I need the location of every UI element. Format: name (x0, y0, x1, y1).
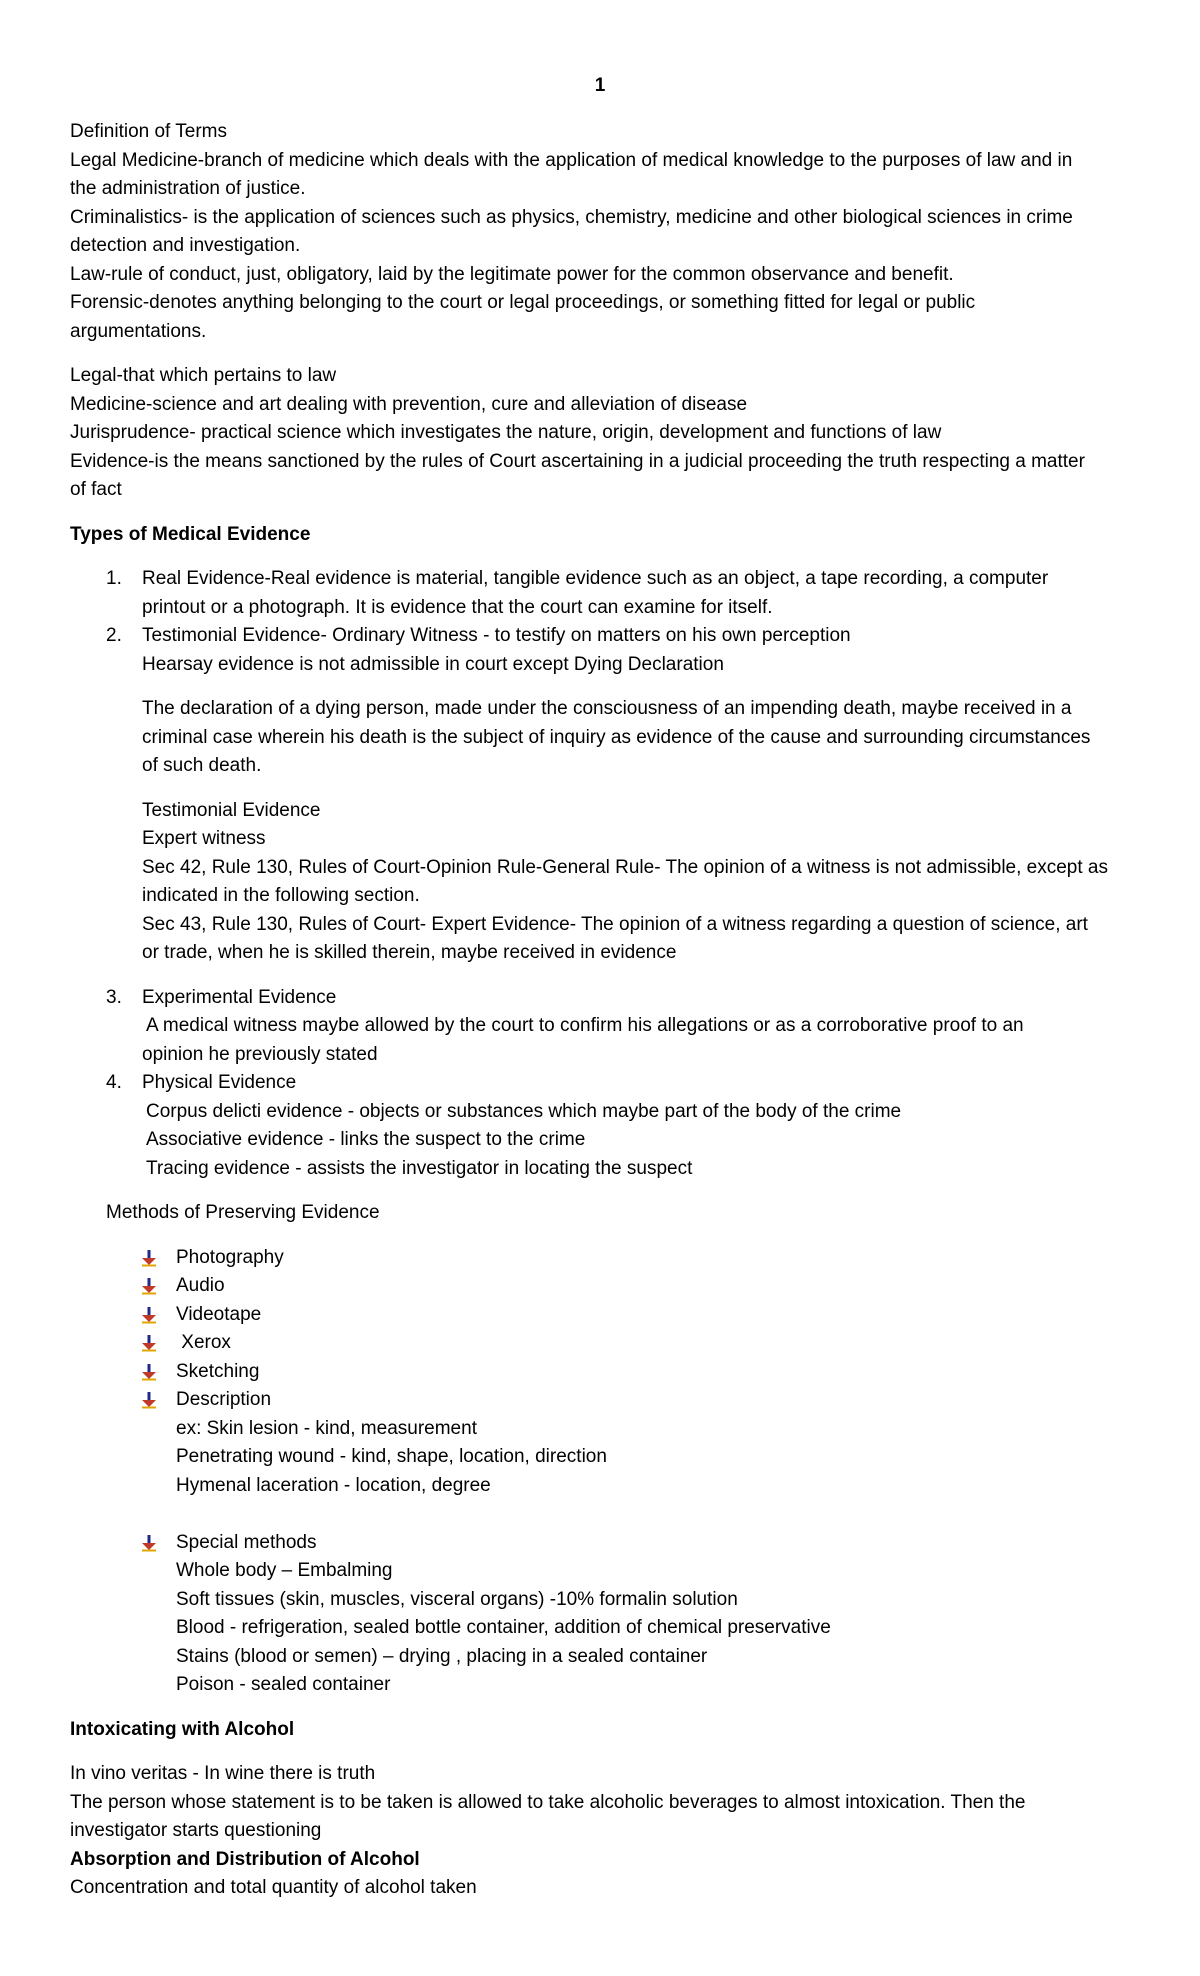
expert-witness-line: Testimonial Evidence (142, 799, 321, 821)
expert-witness-line: Sec 43, Rule 130, Rules of Court- Expert Evidence- The opinion of a witness regarding a question of science, art (142, 913, 1088, 935)
item-line: Real Evidence-Real evidence is material, tangible evidence such as an object, a tape recording, a computer (142, 568, 1049, 589)
bullet-item (70, 1358, 1130, 1387)
document-body (70, 118, 1130, 1903)
special-method-line: Stains (blood or semen) – drying , placing in a sealed container (176, 1645, 708, 1667)
arrow-down-bullet-icon (140, 1391, 158, 1409)
types-heading: Types of Medical Evidence (70, 523, 311, 545)
bullet-item (70, 1386, 1130, 1415)
definitions-heading: Definition of Terms (70, 121, 227, 142)
list-number: 4. (106, 1072, 122, 1093)
bullet-label: Description (176, 1389, 272, 1410)
definition-line: of fact (70, 479, 122, 500)
page-number: 1 (594, 75, 606, 96)
preserving-heading: Methods of Preserving Evidence (106, 1202, 380, 1223)
definition-line: Law-rule of conduct, just, obligatory, laid by the legitimate power for the common observance and benefit. (70, 263, 954, 285)
item-line: printout or a photograph. It is evidence that the court can examine for itself. (142, 596, 773, 618)
dying-declaration-line: of such death. (142, 755, 262, 776)
bullet-label: Videotape (176, 1303, 262, 1325)
item-line: Hearsay evidence is not admissible in court except Dying Declaration (142, 653, 724, 675)
special-methods-details (70, 1557, 1130, 1700)
description-line: ex: Skin lesion - kind, measurement (176, 1417, 477, 1439)
arrow-down-bullet-icon (140, 1534, 158, 1552)
alcohol-line: investigator starts questioning (70, 1820, 322, 1841)
special-method-line: Poison - sealed container (176, 1674, 391, 1695)
bullet-item (70, 1301, 1130, 1330)
alcohol-heading: Intoxicating with Alcohol (70, 1718, 295, 1740)
evidence-item-testimonial (70, 622, 1130, 968)
item-line: Corpus delicti evidence - objects or substances which maybe part of the body of the crime (146, 1100, 902, 1122)
arrow-down-bullet-icon (140, 1334, 158, 1352)
item-title: Physical Evidence (142, 1072, 297, 1093)
alcohol-line: The person whose statement is to be taken is allowed to take alcoholic beverages to almost intoxication. Then the (70, 1791, 1026, 1813)
description-line: Penetrating wound - kind, shape, location, direction (176, 1446, 607, 1467)
list-number: 3. (106, 986, 122, 1008)
alcohol-line: Concentration and total quantity of alcohol taken (70, 1877, 477, 1898)
alcohol-line: In vino veritas - In wine there is truth (70, 1763, 376, 1784)
special-method-line: Blood - refrigeration, sealed bottle container, addition of chemical preservative (176, 1617, 831, 1638)
item-line: Testimonial Evidence- Ordinary Witness - to testify on matters on his own perception (142, 625, 851, 646)
item-line: opinion he previously stated (142, 1043, 378, 1065)
expert-witness-line: Sec 42, Rule 130, Rules of Court-Opinion Rule-General Rule- The opinion of a witness is not admissible, except as (142, 856, 1108, 878)
special-method-line: Whole body – Embalming (176, 1560, 393, 1581)
evidence-item-experimental (70, 984, 1130, 1070)
definition-line: Jurisprudence- practical science which investigates the nature, origin, development and functions of law (70, 422, 942, 443)
arrow-down-bullet-icon (140, 1277, 158, 1295)
dying-declaration-line: The declaration of a dying person, made under the consciousness of an impending death, maybe received in a (142, 698, 1072, 719)
description-details (70, 1415, 1130, 1501)
bullet-label: Special methods (176, 1531, 317, 1553)
bullet-item (70, 1244, 1130, 1273)
item-title: Experimental Evidence (142, 986, 337, 1008)
evidence-item-real (70, 565, 1130, 622)
bullet-item (70, 1272, 1130, 1301)
definition-line: Forensic-denotes anything belonging to the court or legal proceedings, or something fitted for legal or public (70, 292, 976, 313)
absorption-heading: Absorption and Distribution of Alcohol (70, 1848, 420, 1870)
evidence-item-physical (70, 1069, 1130, 1183)
bullet-label: Sketching (176, 1360, 260, 1382)
list-number: 1. (106, 568, 122, 589)
expert-witness-line: Expert witness (142, 828, 266, 849)
definition-line: the administration of justice. (70, 178, 306, 199)
item-line: Tracing evidence - assists the investigator in locating the suspect (146, 1157, 693, 1179)
definition-line: detection and investigation. (70, 235, 301, 256)
bullet-label: Audio (176, 1275, 225, 1296)
description-line: Hymenal laceration - location, degree (176, 1474, 491, 1496)
definition-line: Evidence-is the means sanctioned by the rules of Court ascertaining in a judicial proceeding the truth respecting a matter (70, 450, 1085, 472)
item-line: A medical witness maybe allowed by the court to confirm his allegations or as a corroborative proof to an (146, 1015, 1024, 1036)
definition-line: argumentations. (70, 320, 207, 342)
bullet-item (70, 1329, 1130, 1358)
special-method-line: Soft tissues (skin, muscles, visceral organs) -10% formalin solution (176, 1588, 738, 1610)
expert-witness-line: indicated in the following section. (142, 885, 420, 906)
list-number: 2. (106, 625, 122, 646)
item-line: Associative evidence - links the suspect to the crime (146, 1129, 586, 1150)
definition-line: Legal-that which pertains to law (70, 365, 337, 386)
expert-witness-line: or trade, when he is skilled therein, maybe received in evidence (142, 942, 677, 963)
bullet-label: Xerox (176, 1332, 231, 1353)
definitions-section (70, 118, 1130, 505)
definition-line: Criminalistics- is the application of sciences such as physics, chemistry, medicine and other biological sciences in crime (70, 206, 1073, 228)
arrow-down-bullet-icon (140, 1363, 158, 1381)
arrow-down-bullet-icon (140, 1249, 158, 1267)
definition-line: Medicine-science and art dealing with prevention, cure and alleviation of disease (70, 393, 748, 415)
definition-line: Legal Medicine-branch of medicine which deals with the application of medical knowledge to the purposes of law and in (70, 149, 1073, 171)
dying-declaration-line: criminal case wherein his death is the subject of inquiry as evidence of the cause and surrounding circumstances (142, 726, 1091, 748)
bullet-label: Photography (176, 1246, 284, 1268)
arrow-down-bullet-icon (140, 1306, 158, 1324)
bullet-item-special (70, 1529, 1130, 1558)
